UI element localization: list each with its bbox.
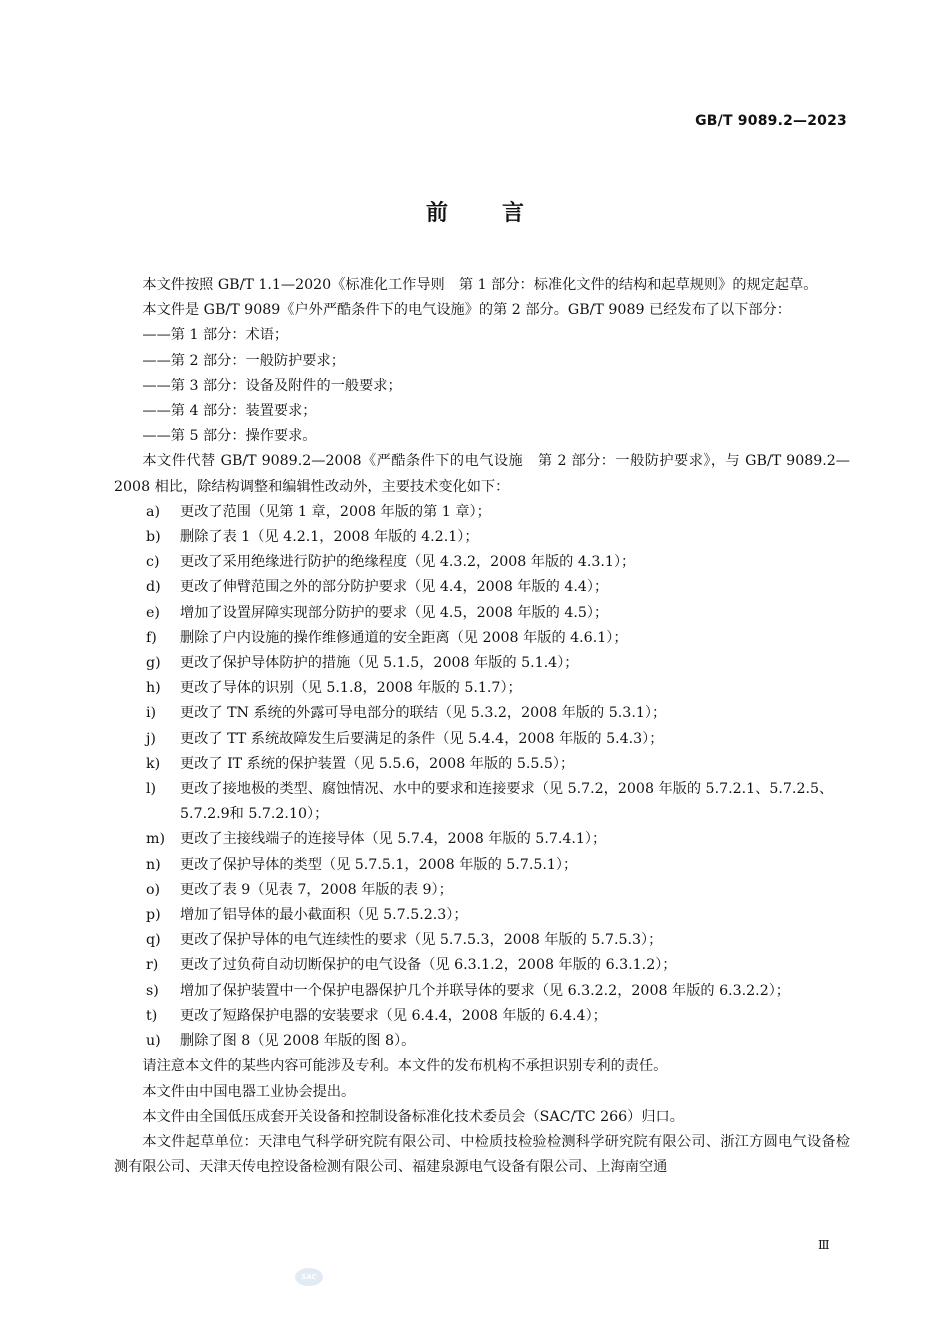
change-item-text: 更改了范围（见第 1 章，2008 年版的第 1 章）；: [180, 503, 491, 520]
change-item: [114, 626, 850, 651]
change-item: [114, 827, 850, 852]
change-item: [114, 878, 850, 903]
foreword-body: [114, 273, 850, 1180]
change-item: [114, 752, 850, 777]
change-item: [114, 853, 850, 878]
change-item-label: j): [146, 730, 156, 747]
change-item: [114, 500, 850, 525]
change-item-text: 更改了导体的识别（见 5.1.8，2008 年版的 5.1.7）；: [180, 680, 522, 697]
paragraph-drafting-units: 本文件起草单位：天津电气科学研究院有限公司、中检质技检验检测科学研究院有限公司、浙江方圆电气设备检测有限公司、天津天传电控设备检测有限公司、福建泉源电气设备有限公司、上海南空通: [114, 1133, 850, 1176]
change-item: [114, 1029, 850, 1054]
change-item-text: 更改了采用绝缘进行防护的绝缘程度（见 4.3.2，2008 年版的 4.3.1）；: [180, 554, 636, 571]
standard-number: GB/T 9089.2—2023: [695, 113, 847, 129]
paragraph-replacement: 本文件代替 GB/T 9089.2—2008《严酷条件下的电气设施 第 2 部分：一般防护要求》，与 GB/T 9089.2—2008 相比，除结构调整和编辑性改动外，主要技术变化如下：: [114, 453, 850, 495]
list-item: ——第 2 部分：一般防护要求；: [142, 352, 345, 369]
change-item: [114, 777, 850, 827]
change-item-text: 更改了保护导体的类型（见 5.7.5.1，2008 年版的 5.7.5.1）；: [180, 856, 578, 873]
change-item-label: h): [146, 680, 161, 697]
change-item-label: c): [146, 554, 160, 571]
change-item-text: 更改了主接线端子的连接导体（见 5.7.4，2008 年版的 5.7.4.1）；: [180, 831, 607, 848]
change-item: [114, 676, 850, 701]
change-item-label: p): [146, 907, 161, 924]
change-item-label: o): [146, 881, 161, 898]
change-item: [114, 1004, 850, 1029]
list-item: ——第 1 部分：术语；: [142, 327, 289, 344]
change-item-label: i): [146, 705, 157, 722]
change-item: [114, 928, 850, 953]
change-item: [114, 601, 850, 626]
change-item: [114, 727, 850, 752]
change-item-label: n): [146, 856, 161, 873]
change-item-text: 增加了设置屏障实现部分防护的要求（见 4.5，2008 年版的 4.5）；: [180, 604, 609, 621]
change-item-label: b): [146, 529, 161, 546]
paragraph-proposer: 本文件由中国电器工业协会提出。: [142, 1083, 356, 1100]
change-item-label: s): [146, 982, 159, 999]
paragraph-patent-notice: 请注意本文件的某些内容可能涉及专利。本文件的发布机构不承担识别专利的责任。: [142, 1058, 668, 1075]
change-item-text: 增加了保护装置中一个保护电器保护几个并联导体的要求（见 6.3.2.2，2008 年版的 6.3.2.2）；: [180, 982, 790, 999]
page-number: Ⅲ: [818, 1238, 829, 1252]
change-item-text: 更改了过负荷自动切断保护的电气设备（见 6.3.1.2，2008 年版的 6.3.1.2）；: [180, 957, 677, 974]
change-item-label: q): [146, 932, 161, 949]
paragraph-drafting-rules: 本文件按照 GB/T 1.1—2020《标准化工作导则 第 1 部分：标准化文件的结构和起草规则》的规定起草。: [142, 277, 818, 293]
change-item-label: f): [146, 629, 157, 646]
change-item-text: 删除了表 1（见 4.2.1，2008 年版的 4.2.1）；: [180, 529, 479, 546]
paragraph-series-intro: 本文件是 GB/T 9089《户外严酷条件下的电气设施》的第 2 部分。GB/T 9089 已经发布了以下部分：: [142, 302, 791, 319]
change-item: [114, 903, 850, 928]
change-item-label: r): [146, 957, 159, 974]
change-item: [114, 701, 850, 726]
page-title: 前言: [425, 201, 578, 226]
change-item: [114, 525, 850, 550]
change-item-text: 更改了表 9（见表 7，2008 年版的表 9）；: [180, 881, 453, 898]
paragraph-committee: 本文件由全国低压成套开关设备和控制设备标准化技术委员会（SAC/TC 266）归口。: [142, 1108, 684, 1125]
change-item-text: 更改了保护导体防护的措施（见 5.1.5，2008 年版的 5.1.4）；: [180, 655, 579, 672]
change-item-text: 更改了短路保护电器的安装要求（见 6.4.4，2008 年版的 6.4.4）；: [180, 1007, 607, 1024]
change-item-text: 更改了伸臂范围之外的部分防护要求（见 4.4，2008 年版的 4.4）；: [180, 579, 609, 596]
change-item-label: l): [146, 781, 157, 798]
change-item-text: 删除了图 8（见 2008 年版的图 8）。: [180, 1033, 416, 1050]
change-item: [114, 953, 850, 978]
change-item-label: g): [146, 655, 161, 672]
change-item-label: u): [146, 1033, 161, 1050]
change-item: [114, 575, 850, 600]
change-item-text: 更改了接地极的类型、腐蚀情况、水中的要求和连接要求（见 5.7.2，2008 年版的 5.7.2.1、5.7.2.5、5.7.2.9和 5.7.2.10）；: [180, 781, 834, 823]
change-item: [114, 979, 850, 1004]
sac-watermark-logo: SAC: [295, 1268, 323, 1286]
list-item: ——第 3 部分：设备及附件的一般要求；: [142, 377, 402, 394]
change-item-text: 更改了 IT 系统的保护装置（见 5.5.6，2008 年版的 5.5.5）；: [180, 755, 575, 772]
change-item: [114, 550, 850, 575]
change-item-text: 更改了 TT 系统故障发生后要满足的条件（见 5.4.4，2008 年版的 5.4.3）；: [180, 730, 664, 747]
change-item-label: m): [146, 831, 165, 848]
change-item: [114, 651, 850, 676]
change-item-label: a): [146, 503, 160, 520]
change-item-text: 更改了 TN 系统的外露可导电部分的联结（见 5.3.2，2008 年版的 5.3.1）；: [180, 705, 667, 722]
change-item-text: 删除了户内设施的操作维修通道的安全距离（见 2008 年版的 4.6.1）；: [180, 629, 628, 646]
change-item-text: 更改了保护导体的电气连续性的要求（见 5.7.5.3，2008 年版的 5.7.5.3）；: [180, 932, 663, 949]
parts-list: [114, 323, 850, 449]
changes-list: [114, 500, 850, 1054]
list-item: ——第 4 部分：装置要求；: [142, 403, 317, 420]
change-item-label: e): [146, 604, 160, 621]
change-item-label: d): [146, 579, 161, 596]
change-item-text: 增加了铝导体的最小截面积（见 5.7.5.2.3）；: [180, 907, 468, 924]
list-item: ——第 5 部分：操作要求。: [142, 428, 317, 445]
change-item-label: k): [146, 755, 161, 772]
change-item-label: t): [146, 1007, 158, 1024]
